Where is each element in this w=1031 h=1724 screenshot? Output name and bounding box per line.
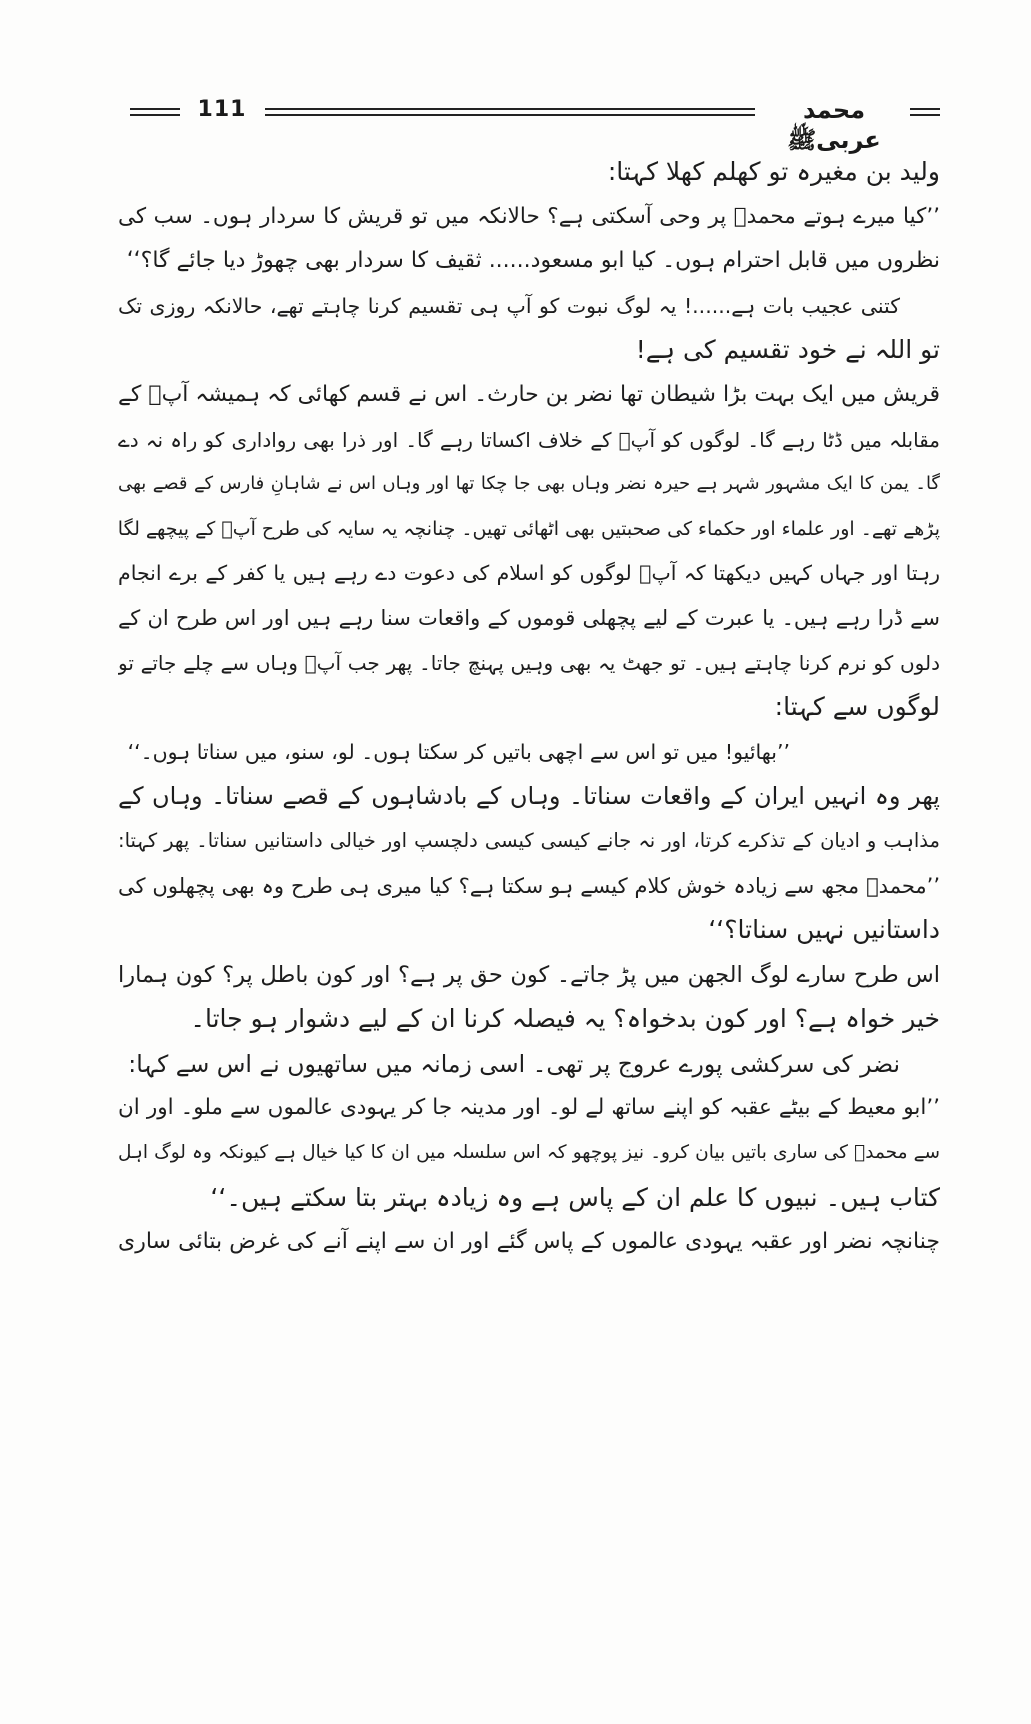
text-line: رہتا اور جہاں کہیں دیکھتا کہ آپؐ لوگوں کو اسلام کی دعوت دے رہے ہیں یا کفر کے برے انجام <box>118 561 940 586</box>
text-line: پھر وہ انہیں ایران کے واقعات سناتا۔ وہاں کے بادشاہوں کے قصے سناتا۔ وہاں کے <box>118 782 940 811</box>
header-rule-left <box>130 108 180 116</box>
text-line: اس طرح سارے لوگ الجھن میں پڑ جاتے۔ کون حق پر ہے؟ اور کون باطل پر؟ کون ہمارا <box>118 961 940 988</box>
text-line: لوگوں سے کہتا: <box>774 692 940 722</box>
text-line: ’’محمدؐ مجھ سے زیادہ خوش کلام کیسے ہو سکتا ہے؟ کیا میری ہی طرح وہ بھی پچھلوں کی <box>118 873 940 898</box>
text-line: داستانیں نہیں سناتا؟‘‘ <box>708 915 940 945</box>
text-line: سے محمدؐ کی ساری باتیں بیان کرو۔ نیز پوچھو کہ اس سلسلہ میں ان کا کیا خیال ہے کیونکہ وہ لوگ اہل <box>118 1142 940 1164</box>
text-line: دلوں کو نرم کرنا چاہتے ہیں۔ تو جھٹ یہ بھی وہیں پہنچ جاتا۔ پھر جب آپؐ وہاں سے چلے جاتے تو <box>118 650 940 675</box>
page-number: 111 <box>197 97 247 122</box>
text-line: کتنی عجیب بات ہے......! یہ لوگ نبوت کو آپ ہی تقسیم کرنا چاہتے تھے، حالانکہ روزی تک <box>118 293 900 318</box>
header-rule-right <box>910 108 940 116</box>
text-line: چنانچہ نضر اور عقبہ یہودی عالموں کے پاس گئے اور ان سے اپنے آنے کی غرض بتائی ساری <box>118 1229 940 1255</box>
text-line: سے ڈرا رہے ہیں۔ یا عبرت کے لیے پچھلی قوموں کے واقعات سنا رہے ہیں اور اس طرح ان کے <box>118 605 940 630</box>
text-line: کتاب ہیں۔ نبیوں کا علم ان کے پاس ہے وہ زیادہ بہتر بتا سکتے ہیں۔‘‘ <box>210 1182 940 1212</box>
text-line: پڑھے تھے۔ اور علماء اور حکماء کی صحبتیں بھی اٹھائی تھیں۔ چنانچہ یہ سایہ کی طرح آپؐ کے پیچھے لگا <box>118 517 940 540</box>
text-line: مقابلہ میں ڈٹا رہے گا۔ لوگوں کو آپؐ کے خلاف اکساتا رہے گا۔ اور ذرا بھی رواداری کو راہ نہ دے <box>118 427 940 452</box>
running-title: محمد عربیﷺ <box>787 96 881 154</box>
text-line: ’’کیا میرے ہوتے محمدؐ پر وحی آسکتی ہے؟ حالانکہ میں تو قریش کا سردار ہوں۔ سب کی <box>118 203 940 229</box>
text-line: تو اللہ نے خود تقسیم کی ہے! <box>635 335 940 365</box>
text-line: قریش میں ایک بہت بڑا شیطان تھا نضر بن حارث۔ اس نے قسم کھائی کہ ہمیشہ آپؐ کے <box>118 381 940 407</box>
header-rule-middle <box>265 108 755 116</box>
text-line: گا۔ یمن کا ایک مشہور شہر ہے حیرہ نضر وہاں بھی جا چکا تھا اور وہاں اس نے شاہانِ فارس کے قصے بھی <box>118 473 940 495</box>
text-line: نضر کی سرکشی پورے عروج پر تھی۔ اسی زمانہ میں ساتھیوں نے اس سے کہا: <box>128 1049 900 1078</box>
text-line: نظروں میں قابل احترام ہوں۔ کیا ابو مسعود...... ثقیف کا سردار بھی چھوڑ دیا جائے گا؟‘‘ <box>126 248 940 274</box>
text-line: ’’بھائیو! میں تو اس سے اچھی باتیں کر سکتا ہوں۔ لو، سنو، میں سناتا ہوں۔‘‘ <box>127 739 790 764</box>
text-line: ولید بن مغیرہ تو کھلم کھلا کہتا: <box>607 157 940 186</box>
page-header <box>120 95 940 154</box>
body-text <box>118 150 940 1265</box>
text-line: ’’ابو معیط کے بیٹے عقبہ کو اپنے ساتھ لے لو۔ اور مدینہ جا کر یہودی عالموں سے ملو۔ اور ان <box>118 1095 940 1121</box>
text-line: خیر خواہ ہے؟ اور کون بدخواہ؟ یہ فیصلہ کرنا ان کے لیے دشوار ہو جاتا۔ <box>190 1004 940 1034</box>
text-line: مذاہب و ادیان کے تذکرے کرتا، اور نہ جانے کیسی کیسی دلچسپ اور خیالی داستانیں سناتا۔ پھر کہتا: <box>118 828 940 852</box>
